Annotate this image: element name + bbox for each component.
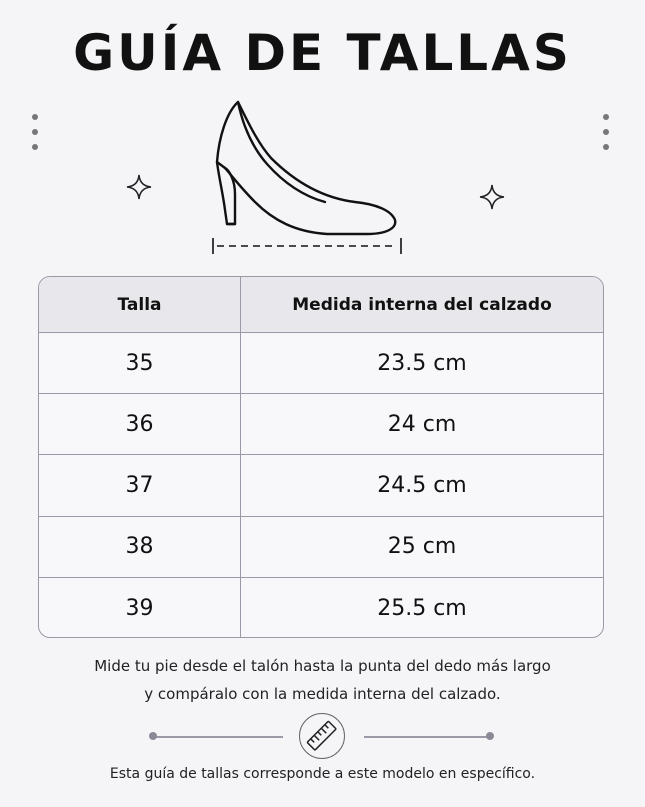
header-size: Talla — [39, 277, 241, 332]
size-cell: 37 — [39, 455, 241, 515]
page-title: GUÍA DE TALLAS — [73, 24, 572, 82]
header-measure: Medida interna del calzado — [292, 294, 552, 315]
measure-cell: 24 cm — [387, 411, 457, 437]
table-row — [39, 455, 603, 516]
footer-note: Esta guía de tallas corresponde a este modelo en específico. — [109, 766, 536, 782]
divider-right — [364, 736, 490, 738]
table-row — [39, 333, 603, 394]
instructions-line-2: y compáralo con la medida interna del calzado. — [144, 685, 501, 703]
instructions — [0, 652, 645, 708]
size-cell: 36 — [39, 394, 241, 454]
size-cell: 38 — [39, 517, 241, 577]
measure-cell: 23.5 cm — [377, 350, 467, 376]
size-cell: 39 — [39, 578, 241, 638]
high-heel-shoe-icon — [205, 98, 405, 258]
sparkle-icon — [126, 174, 152, 200]
table-row — [39, 394, 603, 455]
table-row — [39, 517, 603, 578]
size-table — [38, 276, 604, 638]
measure-cell: 25.5 cm — [377, 595, 467, 621]
instructions-line-1: Mide tu pie desde el talón hasta la punta del dedo más largo — [94, 657, 551, 675]
size-cell: 35 — [39, 333, 241, 393]
sparkle-icon — [479, 184, 505, 210]
measure-cell: 25 cm — [387, 534, 457, 560]
divider-dot — [149, 732, 157, 740]
ruler-icon — [300, 714, 344, 758]
dots-icon — [603, 114, 611, 159]
divider-left — [153, 736, 283, 738]
dots-icon — [32, 114, 40, 159]
divider-dot — [486, 732, 494, 740]
ruler-badge — [299, 713, 345, 759]
table-row — [39, 578, 603, 638]
measure-cell: 24.5 cm — [377, 472, 467, 498]
table-header — [39, 277, 603, 333]
